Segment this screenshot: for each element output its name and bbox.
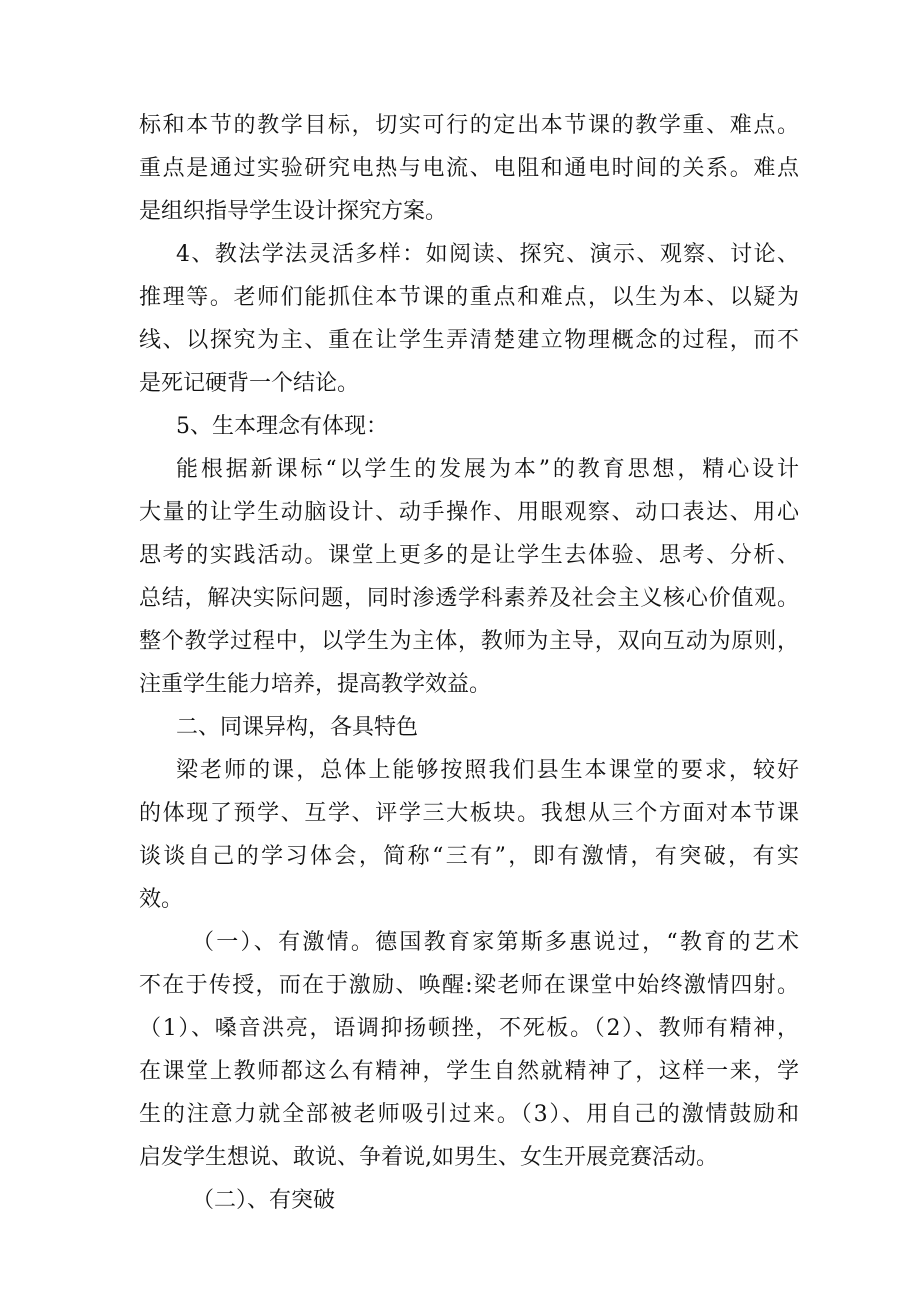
text-line: 标和本节的教学目标，切实可行的定出本节课的教学重、难点。 xyxy=(139,113,799,138)
text-line: 是组织指导学生设计探究方案。 xyxy=(139,199,448,224)
text-line: 推理等。老师们能抓住本节课的重点和难点，以生为本、以疑为 xyxy=(139,285,799,310)
text-line: 大量的让学生动脑设计、动手操作、用眼观察、动口表达、用心 xyxy=(139,500,799,525)
text-line: 是死记硬背一个结论。 xyxy=(139,371,360,396)
text-line: 4、教法学法灵活多样：如阅读、探究、演示、观察、讨论、 xyxy=(176,242,799,267)
text-line: 能根据新课标“以学生的发展为本”的教育思想，精心设计 xyxy=(176,457,799,482)
text-line: （一）、有激情。德国教育家第斯多惠说过，“教育的艺术 xyxy=(192,930,799,955)
text-line: 的体现了预学、互学、评学三大板块。我想从三个方面对本节课 xyxy=(139,801,799,826)
text-line: 线、以探究为主、重在让学生弄清楚建立物理概念的过程，而不 xyxy=(139,328,799,353)
section-heading: （二）、有突破 xyxy=(192,1188,336,1213)
text-line: 思考的实践活动。课堂上更多的是让学生去体验、思考、分析、 xyxy=(139,543,799,568)
section-heading: 二、同课异构，各具特色 xyxy=(176,715,419,740)
text-line: 生的注意力就全部被老师吸引过来。（3）、用自己的激情鼓励和 xyxy=(139,1102,799,1127)
text-line: 启发学生想说、敢说、争着说,如男生、女生开展竞赛活动。 xyxy=(139,1145,718,1170)
text-line: 在课堂上教师都这么有精神，学生自然就精神了，这样一来，学 xyxy=(139,1059,799,1084)
text-line: 效。 xyxy=(139,887,184,912)
text-line: 谈谈自己的学习体会，简称“三有”，即有激情，有突破，有实 xyxy=(139,844,799,869)
text-line: 注重学生能力培养，提高教学效益。 xyxy=(139,672,492,697)
text-line: 梁老师的课，总体上能够按照我们县生本课堂的要求，较好 xyxy=(176,758,799,783)
text-line: 整个教学过程中，以学生为主体，教师为主导，双向互动为原则， xyxy=(139,629,799,654)
text-line: （1）、嗓音洪亮，语调抑扬顿挫，不死板。（2）、教师有精神， xyxy=(139,1016,799,1041)
text-line: 总结，解决实际问题，同时渗透学科素养及社会主义核心价值观。 xyxy=(139,586,799,611)
text-line: 重点是通过实验研究电热与电流、电阻和通电时间的关系。难点 xyxy=(139,156,799,181)
section-heading: 5、生本理念有体现： xyxy=(176,414,388,439)
text-line: 不在于传授，而在于激励、唤醒:梁老师在课堂中始终激情四射。 xyxy=(139,973,799,998)
